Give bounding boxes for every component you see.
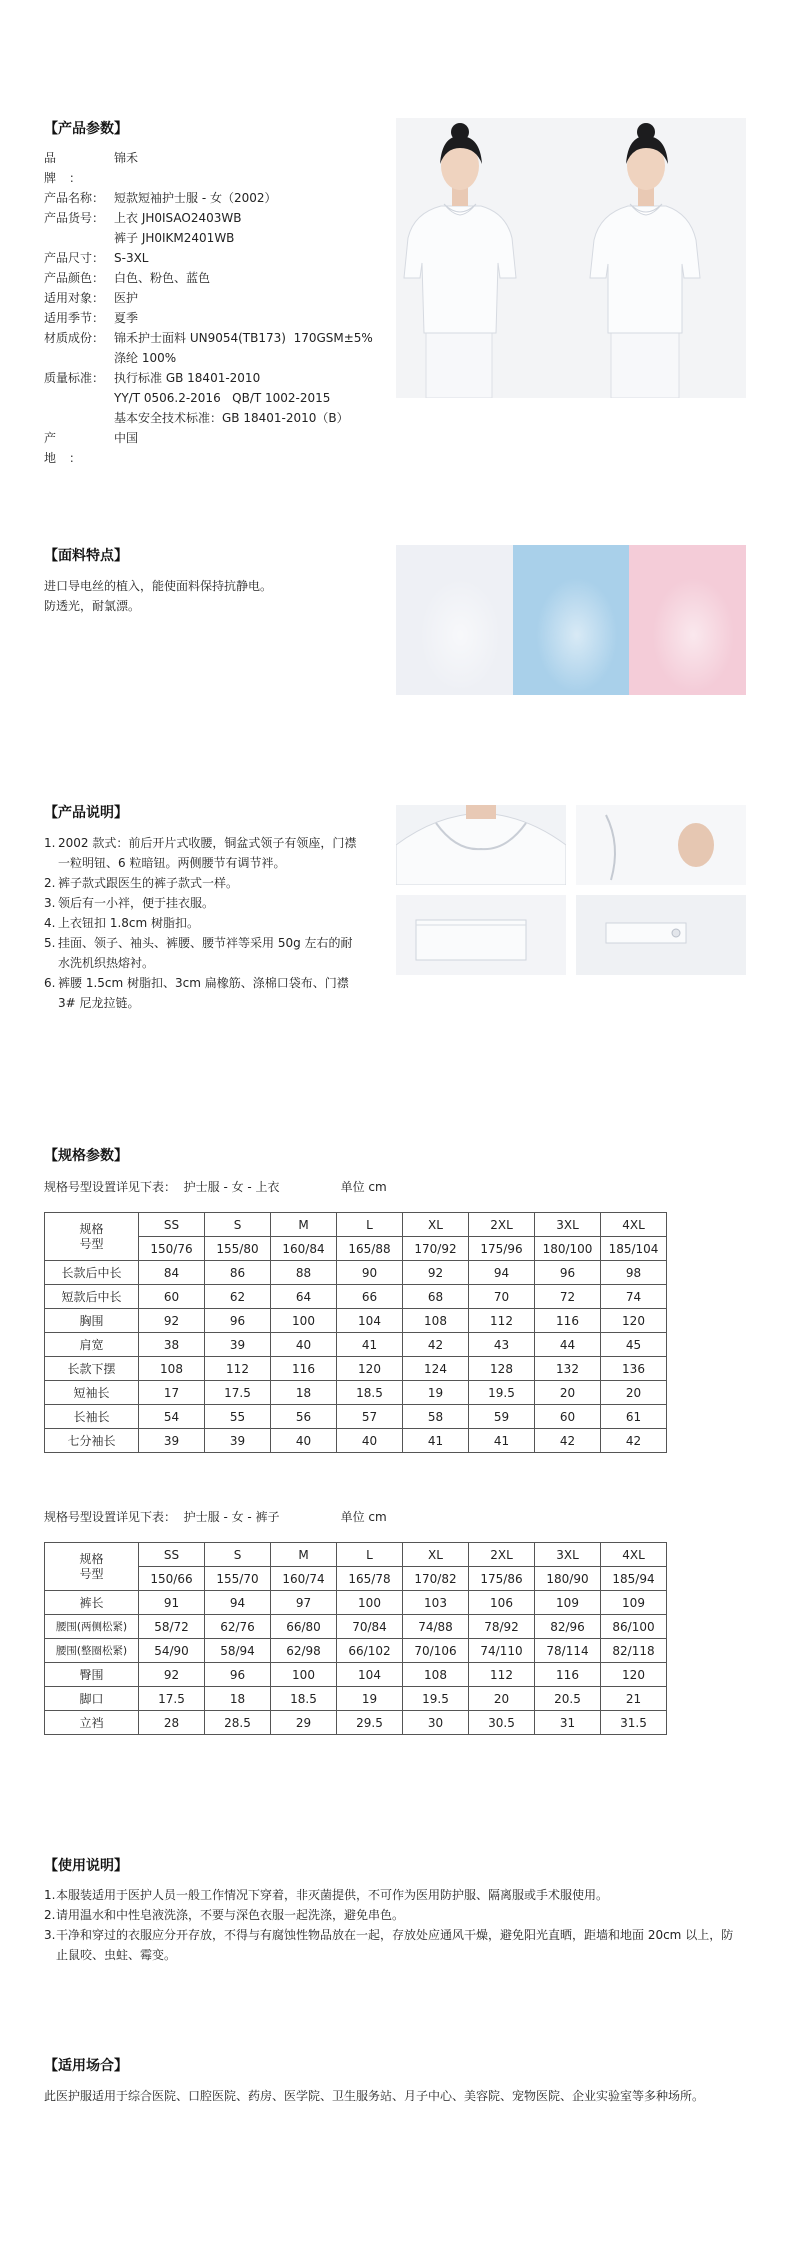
size-label: L [337,1543,403,1567]
size-label: XL [403,1543,469,1567]
table-cell: 64 [271,1285,337,1309]
size-code: 185/104 [601,1237,667,1261]
table-cell: 28.5 [205,1711,271,1735]
param-row [44,308,373,328]
table-cell: 58/72 [139,1615,205,1639]
size-code-row [45,1567,667,1591]
table-cell: 108 [403,1309,469,1333]
table-cell: 21 [601,1687,667,1711]
table-cell: 92 [139,1663,205,1687]
detail-photo-side [576,805,746,885]
param-value: 上衣 JH0ISAO2403WB [114,211,242,225]
table-cell: 78/114 [535,1639,601,1663]
table-row [45,1285,667,1309]
table-cell: 19 [403,1381,469,1405]
desc-item [44,933,358,973]
table-cell: 90 [337,1261,403,1285]
param-value: 夏季 [114,311,139,325]
size-code: 150/76 [139,1237,205,1261]
table-cell: 39 [205,1333,271,1357]
table-cell: 120 [601,1663,667,1687]
param-row [44,188,373,208]
table-cell: 116 [535,1309,601,1333]
size-label: SS [139,1543,205,1567]
table-cell: 39 [139,1429,205,1453]
row-label: 胸围 [45,1309,139,1333]
table-cell: 116 [535,1663,601,1687]
desc-list [44,833,358,1013]
table-cell: 72 [535,1285,601,1309]
table-corner [45,1213,139,1261]
size-code: 180/90 [535,1567,601,1591]
param-key [44,348,114,368]
param-row [44,388,373,408]
list-number: 1. [44,1888,56,1902]
table-cell: 20.5 [535,1687,601,1711]
row-label: 长款下摆 [45,1357,139,1381]
size-code: 160/74 [271,1567,337,1591]
table-cell: 91 [139,1591,205,1615]
param-key: 产品货号： [44,211,105,225]
table-row [45,1357,667,1381]
size-code: 180/100 [535,1237,601,1261]
row-label: 七分袖长 [45,1429,139,1453]
table-cell: 108 [403,1663,469,1687]
table-cell: 116 [271,1357,337,1381]
param-key: 产地： [44,431,95,465]
param-row [44,328,373,348]
param-key: 产品尺寸： [44,251,105,265]
table-cell: 108 [139,1357,205,1381]
size-label: 2XL [469,1543,535,1567]
param-value: 执行标准 GB 18401-2010 [114,371,261,385]
list-text: 裤腰 1.5cm 树脂扣、3cm 扁橡筋、涤棉口袋布、门襟 3# 尼龙拉链。 [58,976,349,1010]
fabric-swatch-blue [513,545,630,695]
table-cell: 19.5 [403,1687,469,1711]
table-corner [45,1543,139,1591]
fabric-swatch-white [396,545,513,695]
size-code: 165/88 [337,1237,403,1261]
table-cell: 96 [205,1309,271,1333]
fabric-swatches [396,545,746,695]
table-cell: 54/90 [139,1639,205,1663]
row-label: 腰围(整圈松紧) [45,1639,139,1663]
size-label: S [205,1213,271,1237]
param-row [44,268,373,288]
detail-photo-collar [396,805,566,885]
param-value: 涤纶 100% [114,351,177,365]
param-row [44,208,373,228]
param-row [44,228,373,248]
table-cell: 18.5 [271,1687,337,1711]
param-value: YY/T 0506.2-2016 QB/T 1002-2015 [114,391,331,405]
table-cell: 59 [469,1405,535,1429]
table-cell: 92 [403,1261,469,1285]
table-cell: 30 [403,1711,469,1735]
param-value: 基本安全技术标准：GB 18401-2010（B） [114,411,349,425]
param-key: 产品颜色： [44,271,105,285]
table-cell: 31 [535,1711,601,1735]
param-row [44,248,373,268]
desc-item [44,973,358,1013]
table-row [45,1615,667,1639]
table-cell: 18.5 [337,1381,403,1405]
size-label: 2XL [469,1213,535,1237]
usage-item [44,1925,744,1965]
table-cell: 42 [601,1429,667,1453]
corner-line: 号型 [79,1236,104,1251]
params-list [44,148,373,468]
table-cell: 62 [205,1285,271,1309]
table-row [45,1687,667,1711]
table-cell: 40 [337,1429,403,1453]
list-number: 1. [44,836,56,850]
list-number: 5. [44,936,56,950]
table-cell: 78/92 [469,1615,535,1639]
row-label: 短袖长 [45,1381,139,1405]
table-cell: 84 [139,1261,205,1285]
size-label: 3XL [535,1213,601,1237]
size-label: 3XL [535,1543,601,1567]
list-text: 裤子款式跟医生的裤子款式一样。 [58,876,239,890]
fabric-swatch-pink [629,545,746,695]
param-row [44,288,373,308]
param-key: 品牌： [44,151,95,185]
table-cell: 104 [337,1309,403,1333]
usage-list [44,1885,744,1965]
table-row [45,1405,667,1429]
size-code: 160/84 [271,1237,337,1261]
list-text: 领后有一小袢，便于挂衣服。 [58,896,215,910]
table-cell: 74/88 [403,1615,469,1639]
list-number: 6. [44,976,56,990]
size-label: S [205,1543,271,1567]
list-number: 4. [44,916,56,930]
scene-title: 【适用场合】 [44,2058,128,2074]
row-label: 脚口 [45,1687,139,1711]
param-value: 锦禾 [114,151,139,165]
table-row [45,1309,667,1333]
table-cell: 100 [271,1663,337,1687]
table-cell: 40 [271,1429,337,1453]
table-row [45,1591,667,1615]
table-cell: 41 [403,1429,469,1453]
size-label: SS [139,1213,205,1237]
detail-photo-pocket [396,895,566,975]
param-key: 质量标准： [44,371,105,385]
usage-item [44,1885,744,1905]
table-cell: 94 [205,1591,271,1615]
table-cell: 17 [139,1381,205,1405]
table-cell: 96 [205,1663,271,1687]
table-cell: 19 [337,1687,403,1711]
param-key: 材质成份： [44,331,105,345]
size-code: 155/80 [205,1237,271,1261]
param-row [44,408,373,428]
param-row [44,368,373,388]
size-label: XL [403,1213,469,1237]
table-cell: 60 [535,1405,601,1429]
table-cell: 86/100 [601,1615,667,1639]
size-code: 175/86 [469,1567,535,1591]
param-key: 适用对象： [44,291,105,305]
table-cell: 54 [139,1405,205,1429]
row-label: 腰围(两侧松紧) [45,1615,139,1639]
table-cell: 60 [139,1285,205,1309]
desc-item [44,893,358,913]
param-row [44,428,373,468]
desc-item [44,833,358,873]
table-cell: 20 [601,1381,667,1405]
table-cell: 100 [271,1309,337,1333]
table-cell: 66 [337,1285,403,1309]
param-key: 产品名称： [44,191,105,205]
table-cell: 40 [271,1333,337,1357]
size-label: M [271,1543,337,1567]
size-code: 165/78 [337,1567,403,1591]
usage-title: 【使用说明】 [44,1858,128,1874]
table-cell: 31.5 [601,1711,667,1735]
params-title: 【产品参数】 [44,121,128,137]
table-cell: 120 [337,1357,403,1381]
row-label: 长袖长 [45,1405,139,1429]
table-cell: 94 [469,1261,535,1285]
table-cell: 30.5 [469,1711,535,1735]
table-cell: 17.5 [139,1687,205,1711]
table-cell: 28 [139,1711,205,1735]
table-cell: 29.5 [337,1711,403,1735]
table-cell: 20 [469,1687,535,1711]
table-cell: 41 [469,1429,535,1453]
row-label: 长款后中长 [45,1261,139,1285]
param-value: 白色、粉色、蓝色 [114,271,211,285]
param-value: 医护 [114,291,139,305]
param-row [44,348,373,368]
table-cell: 74/110 [469,1639,535,1663]
table-cell: 112 [469,1663,535,1687]
list-text: 请用温水和中性皂液洗涤，不要与深色衣服一起洗涤，避免串色。 [56,1908,405,1922]
scene-text: 此医护服适用于综合医院、口腔医院、药房、医学院、卫生服务站、月子中心、美容院、宠物医院、企业实验室等多种场所。 [44,2089,705,2103]
row-label: 臀围 [45,1663,139,1687]
table-row [45,1711,667,1735]
table-cell: 136 [601,1357,667,1381]
row-label: 裤长 [45,1591,139,1615]
table-cell: 70/106 [403,1639,469,1663]
corner-line: 规格 [79,1551,104,1566]
size-label: 4XL [601,1213,667,1237]
table-cell: 112 [205,1357,271,1381]
table-cell: 103 [403,1591,469,1615]
param-value: 中国 [114,431,139,445]
specs-title: 【规格参数】 [44,1148,128,1164]
table-cell: 19.5 [469,1381,535,1405]
table-cell: 42 [403,1333,469,1357]
fabric-line: 进口导电丝的植入，能使面料保持抗静电。 [44,579,273,593]
param-row [44,148,373,188]
table-cell: 18 [271,1381,337,1405]
table-cell: 45 [601,1333,667,1357]
table-cell: 104 [337,1663,403,1687]
param-value: 短款短袖护士服 - 女（2002） [114,191,277,205]
table-cell: 57 [337,1405,403,1429]
table-cell: 109 [535,1591,601,1615]
detail-photo-waist [576,895,746,975]
table-row [45,1333,667,1357]
size-label: M [271,1213,337,1237]
detail-photos [396,805,746,937]
param-key: 适用季节： [44,311,105,325]
table-cell: 68 [403,1285,469,1309]
list-text: 干净和穿过的衣服应分开存放，不得与有腐蚀性物品放在一起，存放处应通风干燥，避免阳光直晒，距墙和地面 20cm 以上，防止鼠咬、虫蛀、霉变。 [56,1928,734,1962]
table-cell: 100 [337,1591,403,1615]
row-label: 立裆 [45,1711,139,1735]
size-label: 4XL [601,1543,667,1567]
desc-item [44,873,358,893]
bottom-size-table [44,1542,667,1735]
list-number: 2. [44,1908,56,1922]
table-cell: 98 [601,1261,667,1285]
row-label: 肩宽 [45,1333,139,1357]
list-text: 本服装适用于医护人员一般工作情况下穿着，非灭菌提供，不可作为医用防护服、隔离服或手术服使用。 [56,1888,609,1902]
table-cell: 56 [271,1405,337,1429]
table-row [45,1261,667,1285]
list-text: 2002 款式：前后开片式收腰，铜盆式领子有领座，门襟一粒明钮、6 粒暗钮。两侧腰节有调节袢。 [58,836,357,870]
fabric-line: 防透光，耐氯漂。 [44,599,141,613]
size-code-row [45,1237,667,1261]
list-number: 3. [44,896,56,910]
list-number: 3. [44,1928,56,1942]
table-cell: 66/80 [271,1615,337,1639]
bottom-table-caption: 规格号型设置详见下表： 护士服 - 女 - 裤子 单位 cm [44,1510,387,1524]
table-cell: 62/76 [205,1615,271,1639]
table-cell: 132 [535,1357,601,1381]
table-cell: 109 [601,1591,667,1615]
table-cell: 106 [469,1591,535,1615]
table-cell: 58 [403,1405,469,1429]
product-photo [396,118,746,398]
param-value: 裤子 JH0IKM2401WB [114,231,235,245]
param-key [44,408,114,428]
table-row [45,1663,667,1687]
list-text: 挂面、领子、袖头、裤腰、腰节袢等采用 50g 左右的耐水洗机织热熔衬。 [58,936,353,970]
top-table-caption: 规格号型设置详见下表： 护士服 - 女 - 上衣 单位 cm [44,1180,387,1194]
fabric-title: 【面料特点】 [44,548,128,564]
table-cell: 112 [469,1309,535,1333]
table-cell: 66/102 [337,1639,403,1663]
table-cell: 88 [271,1261,337,1285]
table-cell: 44 [535,1333,601,1357]
size-header-row [45,1543,667,1567]
list-text: 上衣钮扣 1.8cm 树脂扣。 [58,916,200,930]
size-header-row [45,1213,667,1237]
table-cell: 70 [469,1285,535,1309]
param-value: 锦禾护士面料 UN9054(TB173) 170GSM±5% [114,331,373,345]
usage-item [44,1905,744,1925]
param-key [44,388,114,408]
table-row [45,1381,667,1405]
corner-line: 规格 [79,1221,104,1236]
desc-item [44,913,358,933]
table-cell: 20 [535,1381,601,1405]
size-code: 170/82 [403,1567,469,1591]
table-cell: 82/96 [535,1615,601,1639]
table-cell: 86 [205,1261,271,1285]
table-cell: 92 [139,1309,205,1333]
param-value: S-3XL [114,251,149,265]
table-cell: 70/84 [337,1615,403,1639]
table-cell: 128 [469,1357,535,1381]
size-code: 185/94 [601,1567,667,1591]
size-code: 150/66 [139,1567,205,1591]
table-cell: 96 [535,1261,601,1285]
table-cell: 62/98 [271,1639,337,1663]
table-cell: 17.5 [205,1381,271,1405]
size-code: 175/96 [469,1237,535,1261]
top-size-table [44,1212,667,1453]
size-code: 155/70 [205,1567,271,1591]
size-label: L [337,1213,403,1237]
table-cell: 43 [469,1333,535,1357]
table-cell: 120 [601,1309,667,1333]
table-cell: 39 [205,1429,271,1453]
desc-title: 【产品说明】 [44,805,128,821]
size-code: 170/92 [403,1237,469,1261]
table-cell: 41 [337,1333,403,1357]
table-cell: 18 [205,1687,271,1711]
table-cell: 74 [601,1285,667,1309]
list-number: 2. [44,876,56,890]
fabric-description [44,576,272,616]
table-row [45,1429,667,1453]
table-cell: 42 [535,1429,601,1453]
table-cell: 124 [403,1357,469,1381]
table-cell: 29 [271,1711,337,1735]
table-row [45,1639,667,1663]
table-cell: 82/118 [601,1639,667,1663]
table-cell: 38 [139,1333,205,1357]
table-cell: 61 [601,1405,667,1429]
table-cell: 97 [271,1591,337,1615]
row-label: 短款后中长 [45,1285,139,1309]
table-cell: 58/94 [205,1639,271,1663]
param-key [44,228,114,248]
table-cell: 55 [205,1405,271,1429]
corner-line: 号型 [79,1566,104,1581]
